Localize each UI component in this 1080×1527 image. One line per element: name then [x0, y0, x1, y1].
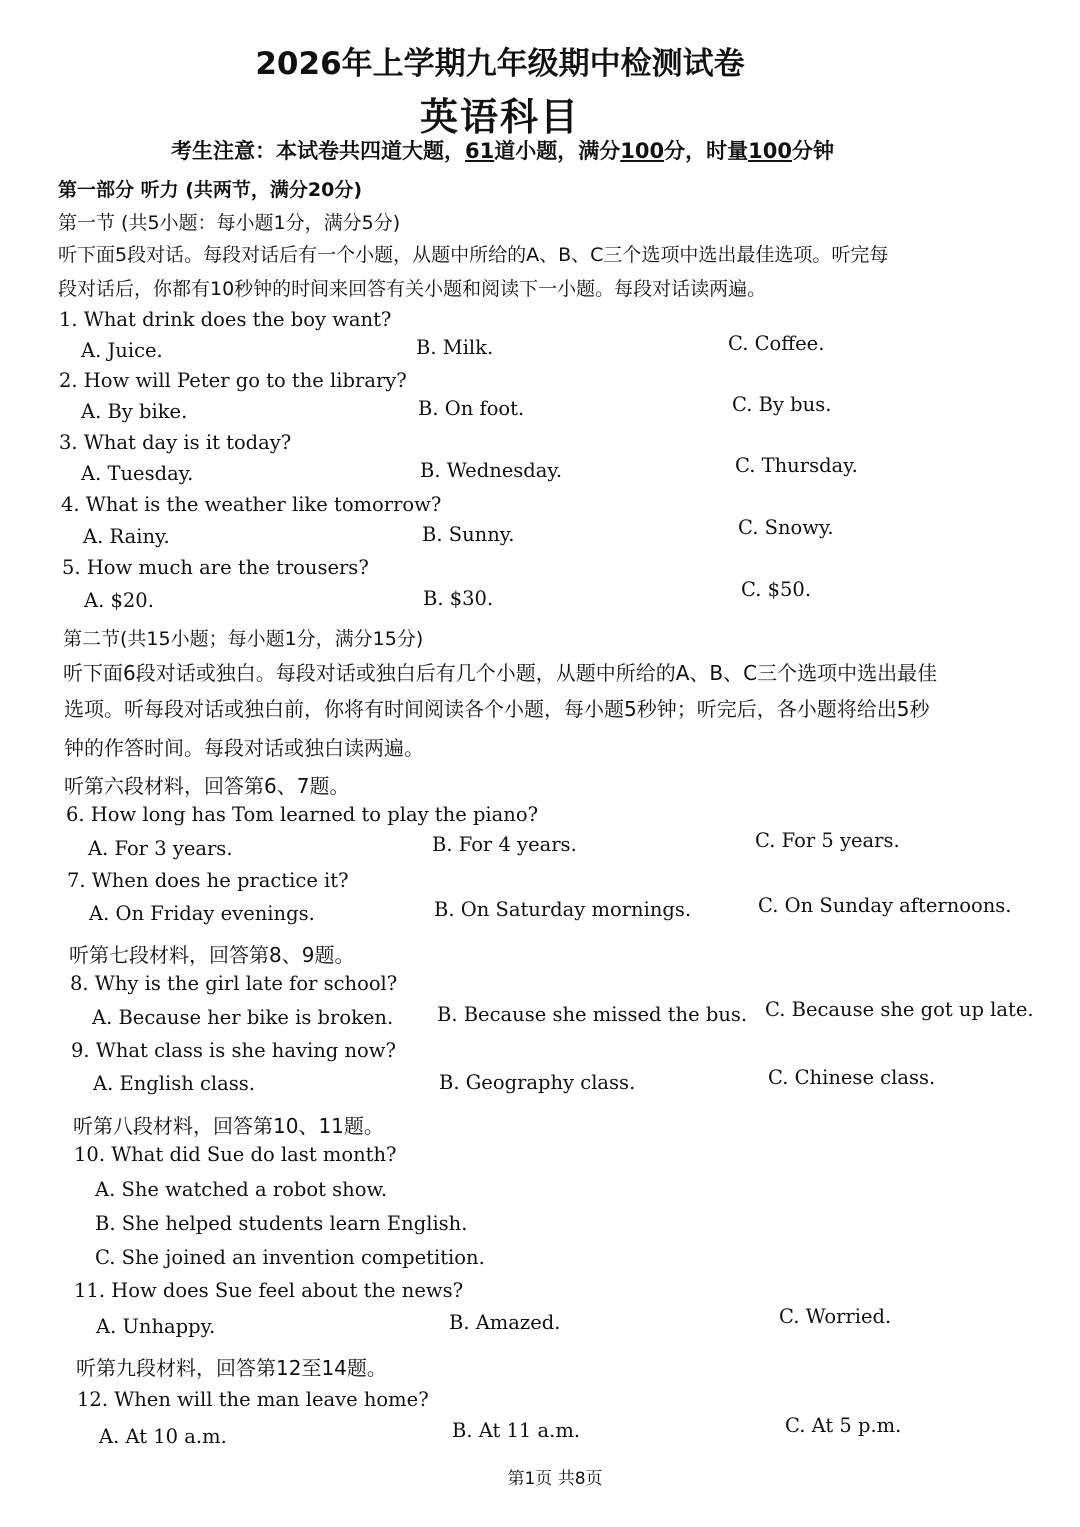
question-11: 11. How does Sue feel about the news? — [74, 1279, 464, 1302]
q5-option-a: A. $20. — [84, 589, 154, 612]
section2-instruction-3: 钟的作答时间。每段对话或独白读两遍。 — [64, 736, 424, 760]
subject-title: 英语科目 — [419, 95, 580, 139]
q5-option-c: C. $50. — [741, 578, 812, 601]
q8-option-c: C. Because she got up late. — [765, 998, 1034, 1021]
q9-option-a: A. English class. — [93, 1072, 255, 1095]
q8-option-b: B. Because she missed the bus. — [437, 1003, 748, 1026]
question-1: 1. What drink does the boy want? — [59, 308, 392, 331]
q12-option-c: C. At 5 p.m. — [785, 1414, 902, 1437]
q4-option-c: C. Snowy. — [738, 516, 834, 539]
q8-option-a: A. Because her bike is broken. — [92, 1006, 394, 1029]
q7-option-c: C. On Sunday afternoons. — [758, 894, 1012, 917]
question-5: 5. How much are the trousers? — [62, 556, 369, 579]
q2-option-c: C. By bus. — [732, 393, 832, 416]
q2-option-a: A. By bike. — [81, 400, 188, 423]
q6-option-b: B. For 4 years. — [432, 833, 577, 856]
q6-option-a: A. For 3 years. — [88, 837, 233, 860]
q10-option-c: C. She joined an invention competition. — [95, 1246, 485, 1269]
part1-title: 第一部分 听力 (共两节，满分20分) — [58, 179, 363, 201]
q4-option-b: B. Sunny. — [422, 523, 515, 546]
question-12: 12. When will the man leave home? — [77, 1388, 429, 1411]
material-6-heading: 听第六段材料，回答第6、7题。 — [64, 774, 350, 798]
q1-option-a: A. Juice. — [81, 339, 163, 362]
section1-instruction-2: 段对话后，你都有10秒钟的时间来回答有关小题和阅读下一小题。每段对话读两遍。 — [58, 278, 767, 300]
q3-option-c: C. Thursday. — [735, 454, 858, 477]
q3-option-a: A. Tuesday. — [81, 462, 194, 485]
q1-option-c: C. Coffee. — [728, 332, 825, 355]
q9-option-c: C. Chinese class. — [768, 1066, 936, 1089]
material-9-heading: 听第九段材料，回答第12至14题。 — [76, 1356, 387, 1380]
exam-title: 2026年上学期九年级期中检测试卷 — [255, 46, 745, 82]
q4-option-a: A. Rainy. — [83, 525, 170, 548]
question-7: 7. When does he practice it? — [67, 869, 349, 892]
question-9: 9. What class is she having now? — [71, 1039, 396, 1062]
q12-option-a: A. At 10 a.m. — [99, 1425, 227, 1448]
q10-option-b: B. She helped students learn English. — [95, 1212, 468, 1235]
page-number: 第1页 共8页 — [507, 1469, 603, 1489]
material-7-heading: 听第七段材料，回答第8、9题。 — [69, 943, 355, 967]
question-10: 10. What did Sue do last month? — [74, 1143, 397, 1166]
exam-notice: 考生注意：本试卷共四道大题，61道小题，满分100分，时量100分钟 — [171, 139, 834, 163]
q9-option-b: B. Geography class. — [439, 1071, 636, 1094]
section2-instruction-2: 选项。听每段对话或独白前，你将有时间阅读各个小题，每小题5秒钟；听完后，各小题将给出5秒 — [64, 697, 930, 721]
section1-title: 第一节 (共5小题：每小题1分，满分5分) — [58, 212, 401, 234]
q7-option-b: B. On Saturday mornings. — [434, 898, 692, 921]
question-6: 6. How long has Tom learned to play the piano? — [66, 803, 539, 826]
material-8-heading: 听第八段材料，回答第10、11题。 — [73, 1114, 384, 1138]
q5-option-b: B. $30. — [423, 587, 494, 610]
q11-option-b: B. Amazed. — [449, 1311, 561, 1334]
q10-option-a: A. She watched a robot show. — [95, 1178, 388, 1201]
section2-title: 第二节(共15小题；每小题1分，满分15分) — [63, 628, 424, 650]
q1-option-b: B. Milk. — [416, 336, 494, 359]
question-2: 2. How will Peter go to the library? — [59, 369, 407, 392]
q3-option-b: B. Wednesday. — [420, 459, 563, 482]
q6-option-c: C. For 5 years. — [755, 829, 900, 852]
question-4: 4. What is the weather like tomorrow? — [61, 493, 442, 516]
q7-option-a: A. On Friday evenings. — [89, 902, 315, 925]
q2-option-b: B. On foot. — [418, 397, 525, 420]
q12-option-b: B. At 11 a.m. — [452, 1419, 581, 1442]
section1-instruction-1: 听下面5段对话。每段对话后有一个小题，从题中所给的A、B、C三个选项中选出最佳选项。听完每 — [58, 244, 889, 266]
q11-option-c: C. Worried. — [779, 1305, 892, 1328]
question-3: 3. What day is it today? — [59, 431, 292, 454]
question-8: 8. Why is the girl late for school? — [70, 972, 398, 995]
section2-instruction-1: 听下面6段对话或独白。每段对话或独白后有几个小题，从题中所给的A、B、C三个选项中选出最佳 — [63, 661, 938, 685]
q11-option-a: A. Unhappy. — [96, 1315, 216, 1338]
